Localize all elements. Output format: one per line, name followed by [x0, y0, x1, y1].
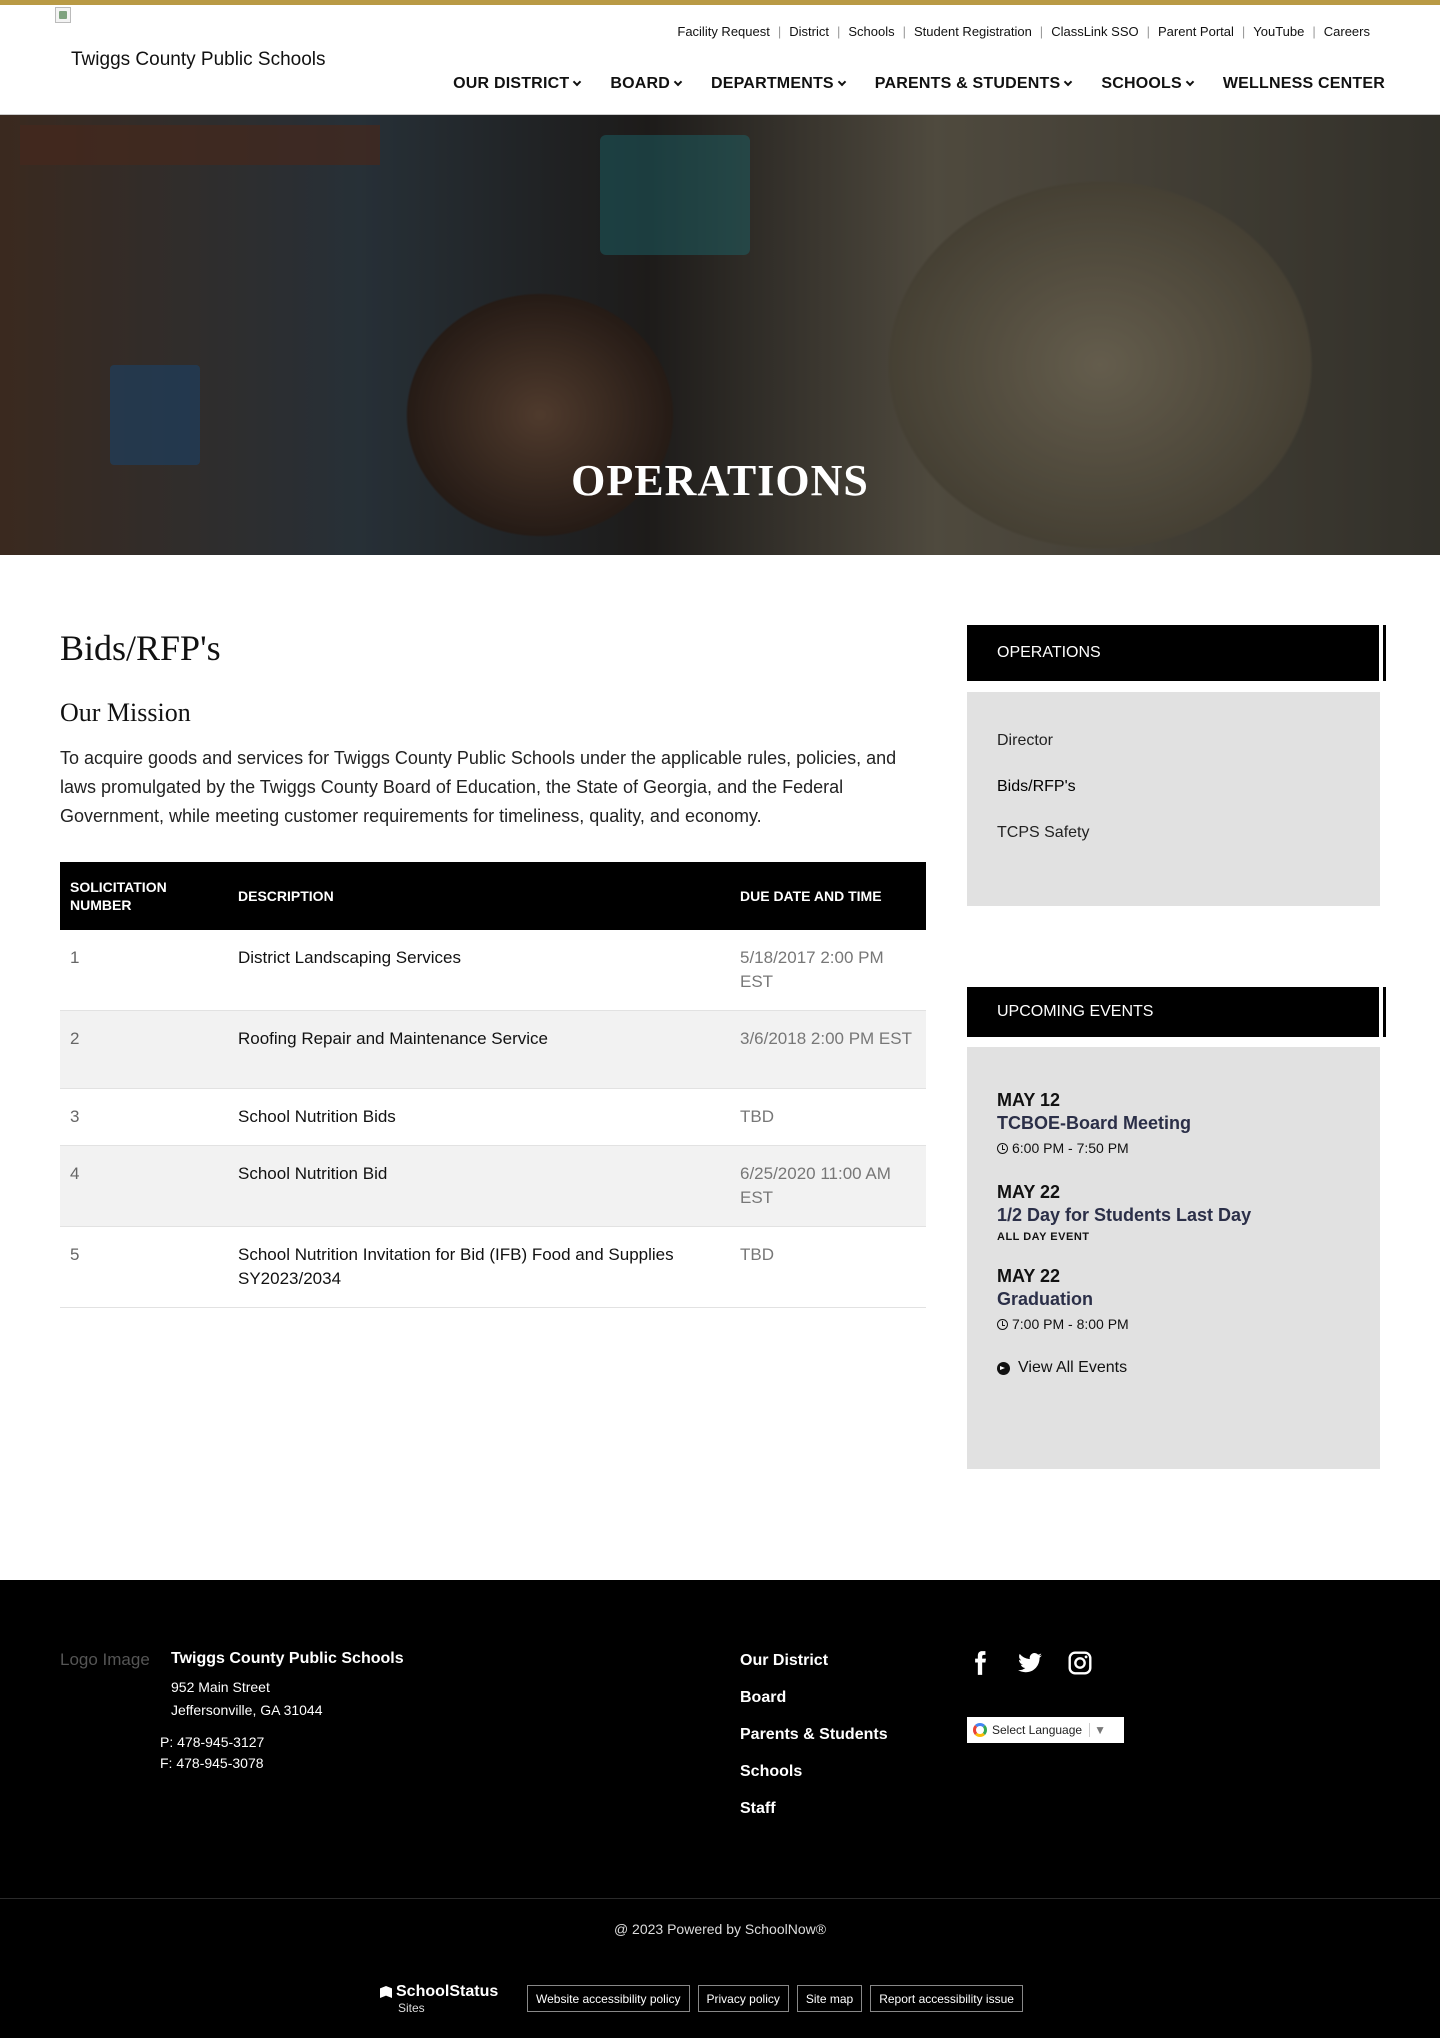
instagram-icon[interactable] [1067, 1650, 1093, 1676]
schoolstatus-logo[interactable] [380, 1983, 498, 2015]
hero-title: OPERATIONS [571, 456, 869, 505]
language-select-label: Select Language [992, 1723, 1083, 1737]
cell-description: School Nutrition Bids [228, 1089, 730, 1146]
event-all-day-badge: ALL DAY EVENT [997, 1231, 1090, 1243]
clock-icon [997, 1143, 1008, 1154]
table-row [60, 1011, 926, 1089]
separator: | [1146, 24, 1150, 39]
schoolstatus-sub: Sites [398, 2001, 425, 2015]
separator: | [1241, 24, 1246, 39]
schoolstatus-label: SchoolStatus [396, 1983, 499, 2000]
footer-address-line: 952 Main Street [171, 1679, 270, 1695]
table-header-row [60, 862, 926, 930]
footer-link-schools[interactable]: Schools [740, 1763, 803, 1780]
cell-due-date: TBD [730, 1089, 926, 1146]
clock-icon [997, 1319, 1008, 1330]
cell-due-date: 5/18/2017 2:00 PM EST [730, 930, 926, 1011]
privacy-policy-link[interactable]: Privacy policy [698, 1985, 789, 2012]
footer-address [171, 1676, 323, 1722]
footer-link-board[interactable]: Board [740, 1689, 787, 1706]
cell-number: 2 [60, 1011, 228, 1089]
site-logo-image[interactable] [55, 7, 71, 23]
utility-link-student-registration[interactable]: Student Registration [914, 24, 1032, 39]
report-accessibility-issue-link[interactable]: Report accessibility issue [870, 1985, 1023, 2012]
site-header [0, 5, 1440, 115]
footer-org-name: Twiggs County Public Schools [171, 1650, 404, 1667]
footer-nav [740, 1652, 888, 1837]
event-title-link[interactable]: 1/2 Day for Students Last Day [997, 1205, 1252, 1225]
cell-due-date: 6/25/2020 11:00 AM EST [730, 1146, 926, 1227]
utility-link-classlink-sso[interactable]: ClassLink SSO [1051, 24, 1139, 39]
bids-table [60, 862, 926, 1308]
policy-links [527, 1985, 1023, 2012]
facebook-icon[interactable] [967, 1650, 993, 1676]
sidebar-item-director[interactable]: Director [997, 732, 1054, 749]
separator: | [902, 24, 906, 39]
mission-text: To acquire goods and services for Twiggs County Public Schools under the applicable rules, policies, and laws promulgated by the Twiggs County Board of Education, the State of Georgia, and the Federal Government, while meeting customer requirements for timeliness, quality, and economy. [60, 748, 897, 826]
event-item [997, 1265, 1350, 1335]
event-date: MAY 22 [997, 1182, 1061, 1202]
nav-label: WELLNESS CENTER [1222, 75, 1385, 92]
column-header-description: DESCRIPTION [228, 862, 730, 930]
utility-nav [677, 24, 1370, 39]
nav-our-district[interactable] [453, 75, 580, 93]
upcoming-events-header: UPCOMING EVENTS [967, 987, 1383, 1037]
accessibility-policy-link[interactable]: Website accessibility policy [527, 1985, 690, 2012]
view-all-events-label: View All Events [1018, 1359, 1128, 1376]
event-time [997, 1313, 1350, 1335]
footer-link-staff[interactable]: Staff [740, 1800, 776, 1817]
nav-board[interactable] [610, 75, 681, 93]
hero-banner [0, 115, 1440, 555]
column-header-solicitation-number: SOLICITATION NUMBER [60, 862, 228, 930]
site-name-link[interactable]: Twiggs County Public Schools [71, 49, 326, 70]
event-item [997, 1089, 1350, 1159]
event-title-link[interactable]: Graduation [997, 1289, 1094, 1309]
footer-logo-image: Logo Image [60, 1650, 150, 1669]
footer-phone: P: 478-945-3127 [160, 1734, 265, 1750]
nav-parents-students[interactable] [875, 75, 1072, 93]
twitter-icon[interactable] [1017, 1650, 1043, 1676]
nav-label: PARENTS & STUDENTS [874, 75, 1061, 92]
cell-description: Roofing Repair and Maintenance Service [228, 1011, 730, 1089]
site-map-link[interactable]: Site map [797, 1985, 862, 2012]
nav-schools[interactable] [1101, 75, 1193, 93]
chevron-down-icon [573, 78, 581, 86]
footer-fax: F: 478-945-3078 [160, 1755, 264, 1771]
nav-label: SCHOOLS [1101, 75, 1182, 92]
operations-sidebar-menu [967, 692, 1380, 906]
cell-description: School Nutrition Invitation for Bid (IFB) Food and Supplies SY2023/2034 [228, 1227, 730, 1308]
social-links [967, 1650, 1093, 1676]
table-row [60, 930, 926, 1011]
cell-number: 5 [60, 1227, 228, 1308]
cell-description: School Nutrition Bid [228, 1146, 730, 1227]
schoolstatus-mark-icon [380, 1986, 392, 1998]
separator: | [1039, 24, 1044, 39]
separator: | [1312, 24, 1316, 39]
event-title-link[interactable]: TCBOE-Board Meeting [997, 1113, 1192, 1133]
table-row [60, 1146, 926, 1227]
utility-link-careers[interactable]: Careers [1323, 24, 1370, 39]
column-header-due-date: DUE DATE AND TIME [730, 862, 926, 930]
chevron-down-icon [1186, 78, 1194, 86]
google-icon [973, 1723, 987, 1737]
event-date: MAY 22 [997, 1266, 1061, 1286]
nav-departments[interactable] [711, 75, 845, 93]
separator: | [777, 24, 782, 39]
sidebar-item-bids-rfps[interactable]: Bids/RFP's [997, 778, 1076, 795]
circle-arrow-right-icon [997, 1362, 1010, 1375]
table-row [60, 1227, 926, 1308]
sidebar-item-tcps-safety[interactable]: TCPS Safety [997, 824, 1090, 841]
language-select[interactable] [967, 1717, 1124, 1743]
mission-heading: Our Mission [60, 698, 191, 727]
page-title: Bids/RFP's [60, 628, 221, 668]
schoolstatus-name [380, 1983, 498, 2001]
event-time-text: 7:00 PM - 8:00 PM [1012, 1316, 1129, 1332]
utility-link-parent-portal[interactable]: Parent Portal [1158, 24, 1234, 39]
utility-link-schools[interactable]: Schools [848, 24, 895, 39]
table-row [60, 1089, 926, 1146]
main-nav [453, 75, 1385, 93]
nav-wellness-center[interactable] [1223, 75, 1385, 93]
operations-sidebar-header: OPERATIONS [967, 625, 1383, 681]
event-item [997, 1181, 1350, 1243]
site-footer [0, 1580, 1440, 2038]
chevron-down-icon [838, 78, 846, 86]
footer-link-parents-students[interactable]: Parents & Students [740, 1726, 888, 1743]
footer-contact [160, 1732, 264, 1774]
footer-link-our-district[interactable]: Our District [740, 1652, 829, 1669]
cell-due-date: TBD [730, 1227, 926, 1308]
separator: | [836, 24, 841, 39]
footer-address-line: Jeffersonville, GA 31044 [171, 1702, 323, 1718]
cell-description: District Landscaping Services [228, 930, 730, 1011]
caret-down-icon: ▼ [1089, 1723, 1106, 1737]
view-all-events-link[interactable] [997, 1359, 1350, 1377]
event-time-text: 6:00 PM - 7:50 PM [1012, 1140, 1129, 1156]
upcoming-events-panel [967, 1047, 1380, 1469]
nav-label: OUR DISTRICT [453, 75, 570, 92]
copyright-text: @ 2023 Powered by SchoolNow® [613, 1921, 827, 1937]
cell-due-date: 3/6/2018 2:00 PM EST [730, 1011, 926, 1089]
nav-label: DEPARTMENTS [711, 75, 834, 92]
cell-number: 1 [60, 930, 228, 1011]
nav-label: BOARD [610, 75, 670, 92]
event-time [997, 1137, 1350, 1159]
utility-link-district[interactable]: District [789, 24, 829, 39]
chevron-down-icon [674, 78, 682, 86]
utility-link-facility-request[interactable]: Facility Request [677, 24, 770, 39]
event-date: MAY 12 [997, 1090, 1061, 1110]
chevron-down-icon [1064, 78, 1072, 86]
cell-number: 4 [60, 1146, 228, 1227]
cell-number: 3 [60, 1089, 228, 1146]
utility-link-youtube[interactable]: YouTube [1253, 24, 1305, 39]
footer-divider [0, 1898, 1440, 1899]
